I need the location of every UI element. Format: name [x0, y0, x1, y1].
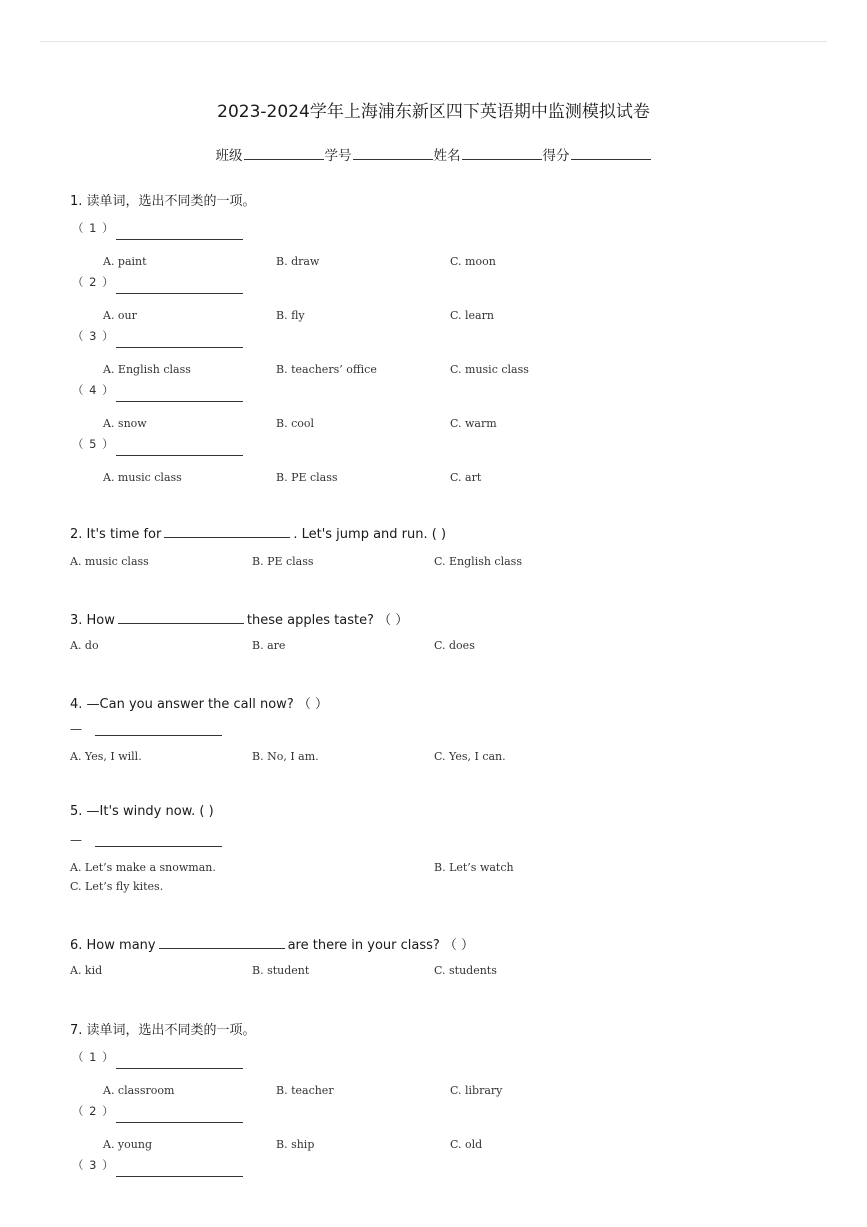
question-2-stem	[70, 525, 446, 542]
question-3-stem	[70, 609, 408, 628]
q6-option-b[interactable]: B. student	[252, 964, 310, 977]
name-label: 姓名	[433, 148, 461, 164]
number-field[interactable]	[353, 145, 433, 160]
q2-option-b[interactable]: B. PE class	[252, 555, 314, 568]
q1-item-3-option-b[interactable]: B. teachers’ office	[276, 363, 377, 376]
q1-item-1-answer-blank[interactable]	[116, 239, 243, 240]
q7-item-2-answer-blank[interactable]	[116, 1122, 243, 1123]
q7-item-2-number: （ 2 ）	[72, 1104, 115, 1118]
q7-item-2-option-a[interactable]: A. young	[103, 1138, 152, 1151]
q3-answer-blank[interactable]	[118, 611, 244, 624]
q7-item-1-option-b[interactable]: B. teacher	[276, 1084, 334, 1097]
q1-item-2-answer-blank[interactable]	[116, 293, 243, 294]
q7-item-2-option-c[interactable]: C. old	[450, 1138, 483, 1151]
q7-item-3-answer-blank[interactable]	[116, 1176, 243, 1177]
q3-option-a[interactable]: A. do	[70, 639, 99, 652]
q7-item-1-number: （ 1 ）	[72, 1050, 115, 1064]
q4-option-b[interactable]: B. No, I am.	[252, 750, 319, 763]
q1-item-1-number: （ 1 ）	[72, 221, 115, 235]
top-rule	[40, 41, 827, 42]
q1-item-5-answer-blank[interactable]	[116, 455, 243, 456]
q1-item-4-option-b[interactable]: B. cool	[276, 417, 315, 430]
q1-item-5-option-a[interactable]: A. music class	[103, 471, 182, 484]
q1-item-2-option-a[interactable]: A. our	[103, 309, 137, 322]
score-field[interactable]	[571, 145, 651, 160]
q1-item-2-number: （ 2 ）	[72, 275, 115, 289]
q7-item-1-answer-blank[interactable]	[116, 1068, 243, 1069]
q5-option-b[interactable]: B. Let’s watch	[434, 861, 514, 874]
q3-option-b[interactable]: B. are	[252, 639, 286, 652]
q1-item-3-answer-blank[interactable]	[116, 347, 243, 348]
question-4-stem: 4. —Can you answer the call now? （ ）	[70, 697, 328, 712]
q1-item-4-option-a[interactable]: A. snow	[103, 417, 147, 430]
q1-item-4-option-c[interactable]: C. warm	[450, 417, 497, 430]
q3-stem-before: 3. How	[70, 613, 115, 628]
student-info-line	[0, 144, 867, 164]
q2-stem-after: . Let's jump and run. ( )	[293, 527, 447, 542]
name-field[interactable]	[462, 145, 542, 160]
q6-stem-after: are there in your class? （ ）	[287, 938, 475, 953]
q1-item-5-option-c[interactable]: C. art	[450, 471, 482, 484]
q7-item-1-option-a[interactable]: A. classroom	[103, 1084, 175, 1097]
q5-answer-blank[interactable]	[95, 846, 222, 847]
number-label: 学号	[324, 148, 352, 164]
q4-option-c[interactable]: C. Yes, I can.	[434, 750, 506, 763]
q6-option-c[interactable]: C. students	[434, 964, 497, 977]
q3-option-c[interactable]: C. does	[434, 639, 475, 652]
q4-dash: —	[70, 722, 82, 736]
q6-answer-blank[interactable]	[159, 936, 285, 949]
q1-item-5-option-b[interactable]: B. PE class	[276, 471, 338, 484]
question-7-stem: 7. 读单词，选出不同类的一项。	[70, 1023, 256, 1038]
q1-item-1-option-a[interactable]: A. paint	[103, 255, 147, 268]
q1-item-5-number: （ 5 ）	[72, 437, 115, 451]
q1-item-1-option-c[interactable]: C. moon	[450, 255, 496, 268]
class-field[interactable]	[244, 145, 324, 160]
q2-option-a[interactable]: A. music class	[70, 555, 149, 568]
q7-item-2-option-b[interactable]: B. ship	[276, 1138, 315, 1151]
q6-option-a[interactable]: A. kid	[70, 964, 103, 977]
q4-answer-blank[interactable]	[95, 735, 222, 736]
question-1-stem: 1. 读单词，选出不同类的一项。	[70, 194, 256, 209]
q4-option-a[interactable]: A. Yes, I will.	[70, 750, 142, 763]
question-6-stem	[70, 934, 474, 953]
q2-answer-blank[interactable]	[164, 525, 290, 538]
q7-item-1-option-c[interactable]: C. library	[450, 1084, 503, 1097]
q1-item-4-answer-blank[interactable]	[116, 401, 243, 402]
q2-option-c[interactable]: C. English class	[434, 555, 522, 568]
q1-item-4-number: （ 4 ）	[72, 383, 115, 397]
q1-item-3-number: （ 3 ）	[72, 329, 115, 343]
q1-item-3-option-c[interactable]: C. music class	[450, 363, 529, 376]
q6-stem-before: 6. How many	[70, 938, 156, 953]
page-title: 2023-2024学年上海浦东新区四下英语期中监测模拟试卷	[217, 102, 650, 122]
q3-stem-after: these apples taste? （ ）	[246, 613, 409, 628]
q5-dash: —	[70, 833, 82, 847]
q2-stem-before: 2. It's time for	[70, 527, 162, 542]
score-label: 得分	[542, 148, 570, 164]
q1-item-3-option-a[interactable]: A. English class	[103, 363, 191, 376]
q5-option-a[interactable]: A. Let’s make a snowman.	[70, 861, 216, 874]
question-5-stem: 5. —It's windy now. ( )	[70, 804, 214, 819]
q1-item-1-option-b[interactable]: B. draw	[276, 255, 320, 268]
q7-item-3-number: （ 3 ）	[72, 1158, 115, 1172]
q1-item-2-option-b[interactable]: B. fly	[276, 309, 305, 322]
class-label: 班级	[215, 148, 243, 164]
q5-option-c[interactable]: C. Let’s fly kites.	[70, 880, 164, 893]
q1-item-2-option-c[interactable]: C. learn	[450, 309, 494, 322]
